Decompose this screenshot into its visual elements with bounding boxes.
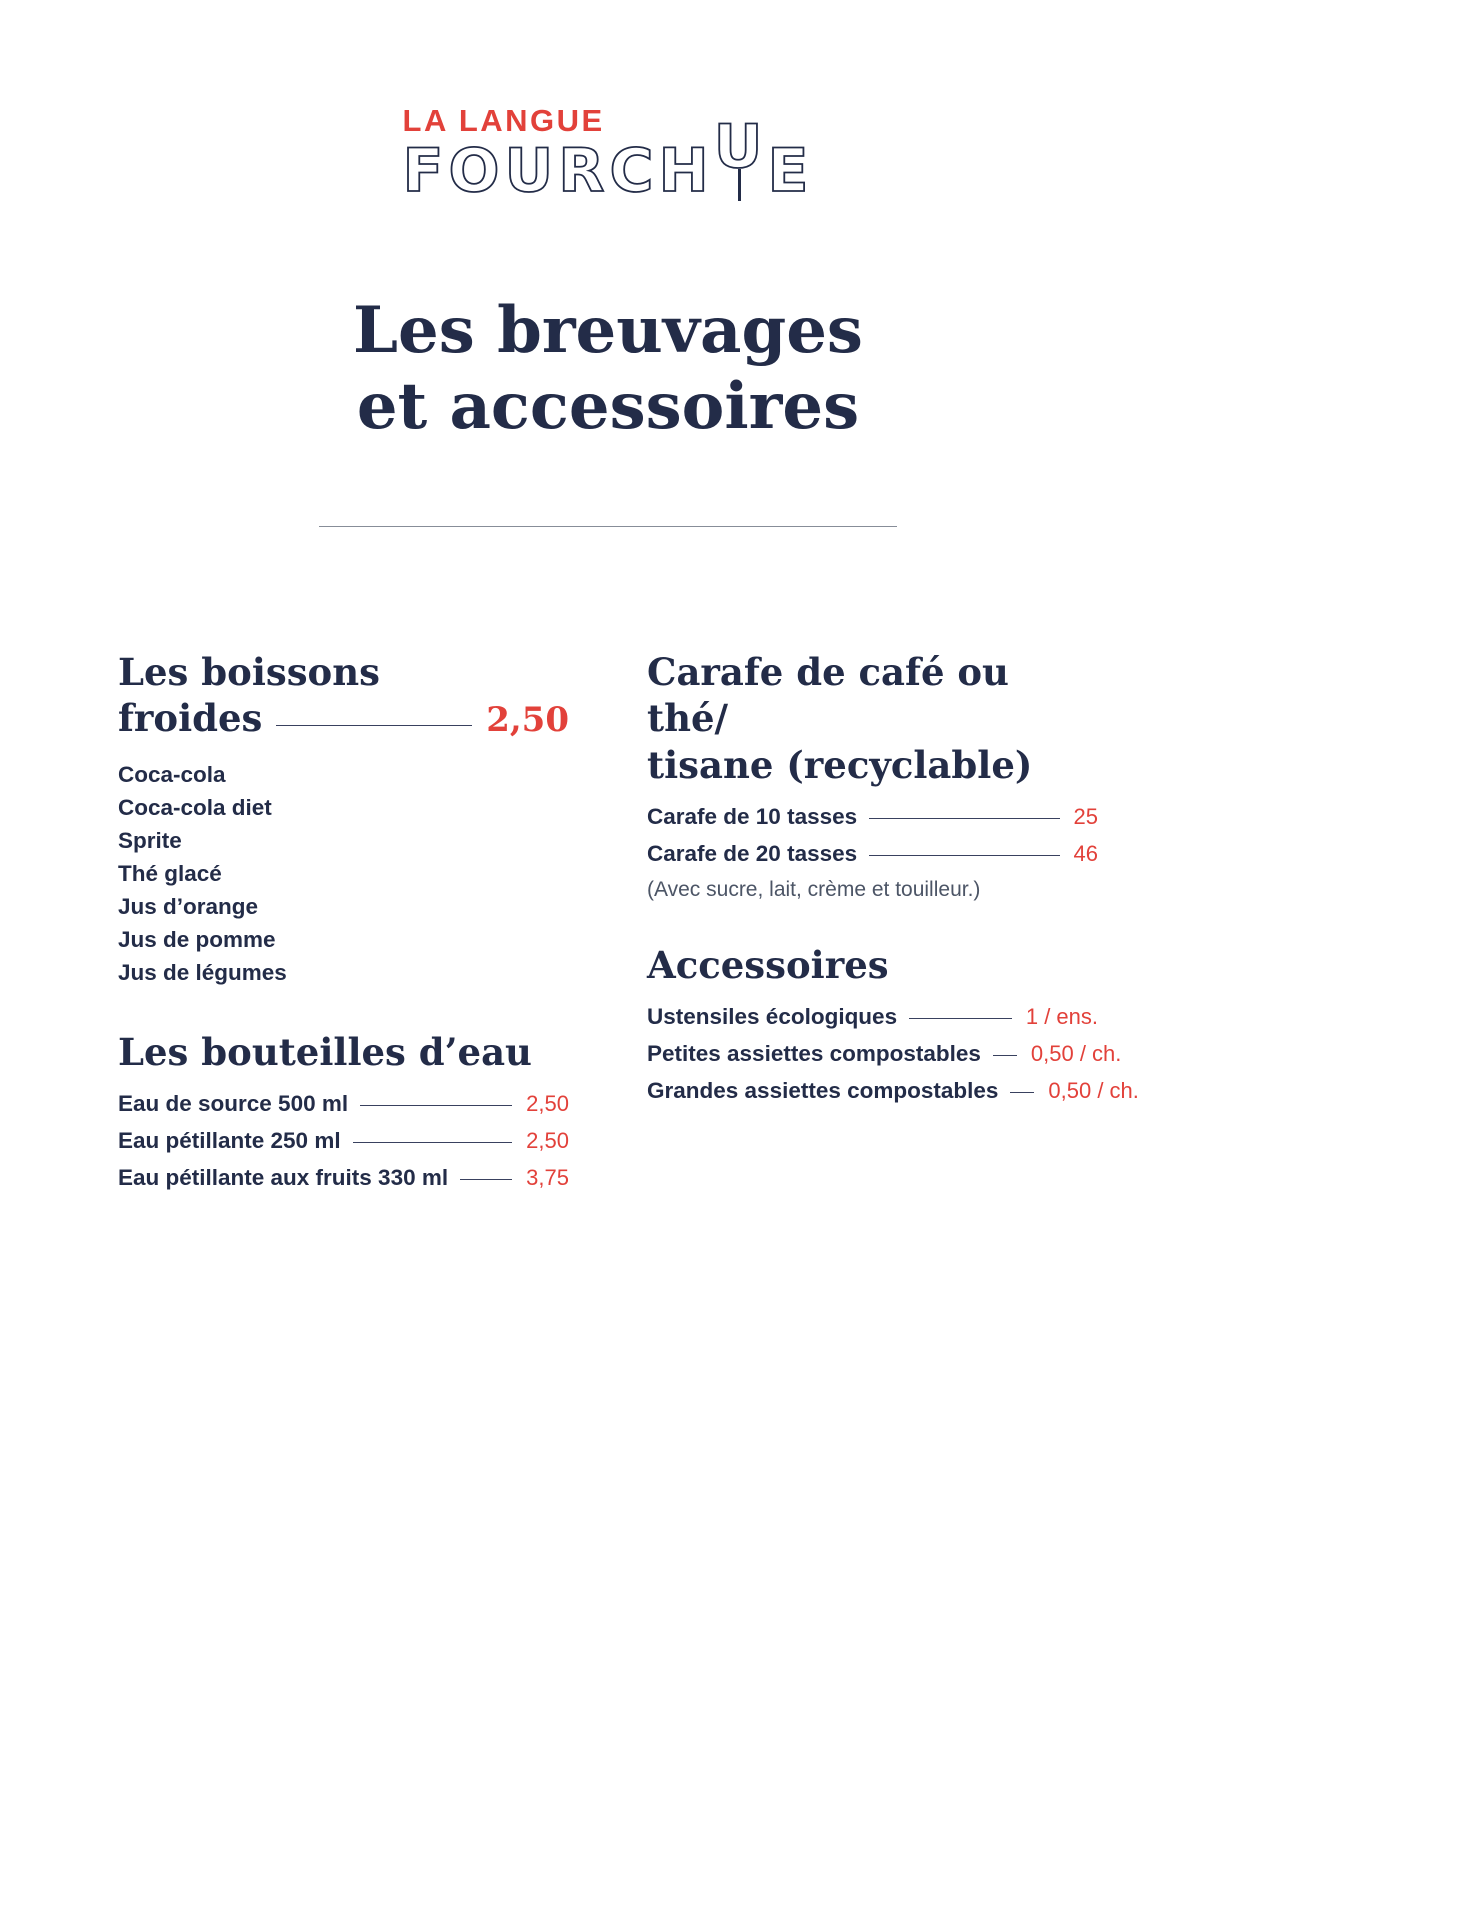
page-title bbox=[118, 293, 1098, 444]
item-price: 0,50 / ch. bbox=[1030, 1041, 1122, 1067]
item-label: Grandes assiettes compostables bbox=[647, 1078, 999, 1104]
item-label: Petites assiettes compostables bbox=[647, 1041, 981, 1067]
cold-drinks-heading bbox=[118, 649, 569, 742]
price-leader bbox=[276, 725, 472, 726]
item-label: Eau pétillante aux fruits 330 ml bbox=[118, 1165, 449, 1191]
menu-row bbox=[647, 1078, 1139, 1104]
water-bottles-heading: Les bouteilles d’eau bbox=[118, 1029, 532, 1074]
item-price: 1 / ens. bbox=[1025, 1004, 1098, 1030]
price-leader bbox=[909, 1018, 1012, 1019]
item-label: Ustensiles écologiques bbox=[647, 1004, 898, 1030]
item-label: Eau de source 500 ml bbox=[118, 1091, 349, 1117]
item-price: 2,50 bbox=[526, 1128, 569, 1154]
menu-item: Jus de légumes bbox=[118, 959, 287, 985]
price-leader bbox=[869, 855, 1059, 856]
menu-row bbox=[647, 841, 1098, 867]
page-title-line2: et accessoires bbox=[356, 368, 860, 444]
menu-row bbox=[118, 1091, 569, 1117]
title-divider bbox=[319, 526, 897, 527]
item-label: Carafe de 20 tasses bbox=[647, 840, 858, 866]
carafe-heading-line2: tisane (recyclable) bbox=[647, 742, 1033, 787]
item-price: 2,50 bbox=[526, 1091, 569, 1117]
price-leader bbox=[360, 1105, 512, 1106]
price-leader bbox=[993, 1055, 1017, 1056]
menu-row bbox=[647, 804, 1098, 830]
menu-row bbox=[118, 1165, 569, 1191]
menu-item: Coca-cola diet bbox=[118, 794, 272, 820]
price-leader bbox=[460, 1179, 512, 1180]
brand-name-top: LA LANGUE bbox=[402, 103, 605, 138]
price-leader bbox=[1010, 1092, 1034, 1093]
item-price: 46 bbox=[1073, 840, 1098, 866]
accessories-rows bbox=[647, 1004, 1139, 1104]
menu-item: Jus de pomme bbox=[118, 926, 276, 952]
brand-word-main: FOURCH bbox=[402, 136, 714, 206]
menu-item: Sprite bbox=[118, 827, 182, 853]
price-leader bbox=[353, 1142, 513, 1143]
menu-columns bbox=[118, 649, 1139, 1202]
water-bottles-rows bbox=[118, 1091, 569, 1191]
item-price: 0,50 / ch. bbox=[1048, 1078, 1139, 1104]
cold-drinks-heading-line2 bbox=[118, 695, 569, 742]
left-column bbox=[118, 649, 569, 1202]
menu-row bbox=[647, 1041, 1122, 1067]
menu-item: Coca-cola bbox=[118, 761, 226, 787]
carafe-heading-line1: Carafe de café ou thé/ bbox=[647, 650, 1009, 741]
brand-word-end: E bbox=[767, 136, 814, 206]
carafe-rows bbox=[647, 804, 1098, 902]
header bbox=[118, 0, 1098, 527]
menu-row bbox=[647, 1004, 1098, 1030]
cold-drinks-list bbox=[118, 758, 569, 989]
item-label: Carafe de 10 tasses bbox=[647, 803, 858, 829]
accessories-heading: Accessoires bbox=[647, 942, 889, 987]
price-leader bbox=[869, 818, 1059, 819]
item-price: 25 bbox=[1073, 803, 1098, 829]
brand-word-raised-u: U bbox=[713, 112, 768, 182]
menu-item: Jus d’orange bbox=[118, 893, 259, 919]
brand-logo bbox=[402, 103, 814, 206]
menu-row bbox=[118, 1128, 569, 1154]
cold-drinks-heading-word: froides bbox=[118, 696, 263, 741]
cold-drinks-price: 2,50 bbox=[486, 700, 569, 741]
item-label: Eau pétillante 250 ml bbox=[118, 1128, 341, 1154]
brand-word-fork-mark bbox=[713, 112, 768, 201]
page-title-line1: Les breuvages bbox=[353, 293, 863, 368]
right-column bbox=[647, 649, 1139, 1202]
carafe-heading bbox=[647, 649, 1098, 788]
cold-drinks-heading-line1: Les boissons bbox=[118, 650, 380, 695]
item-price: 3,75 bbox=[526, 1165, 569, 1191]
menu-content bbox=[118, 0, 1139, 1202]
carafe-note: (Avec sucre, lait, crème et touilleur.) bbox=[647, 877, 981, 901]
menu-item: Thé glacé bbox=[118, 860, 222, 886]
